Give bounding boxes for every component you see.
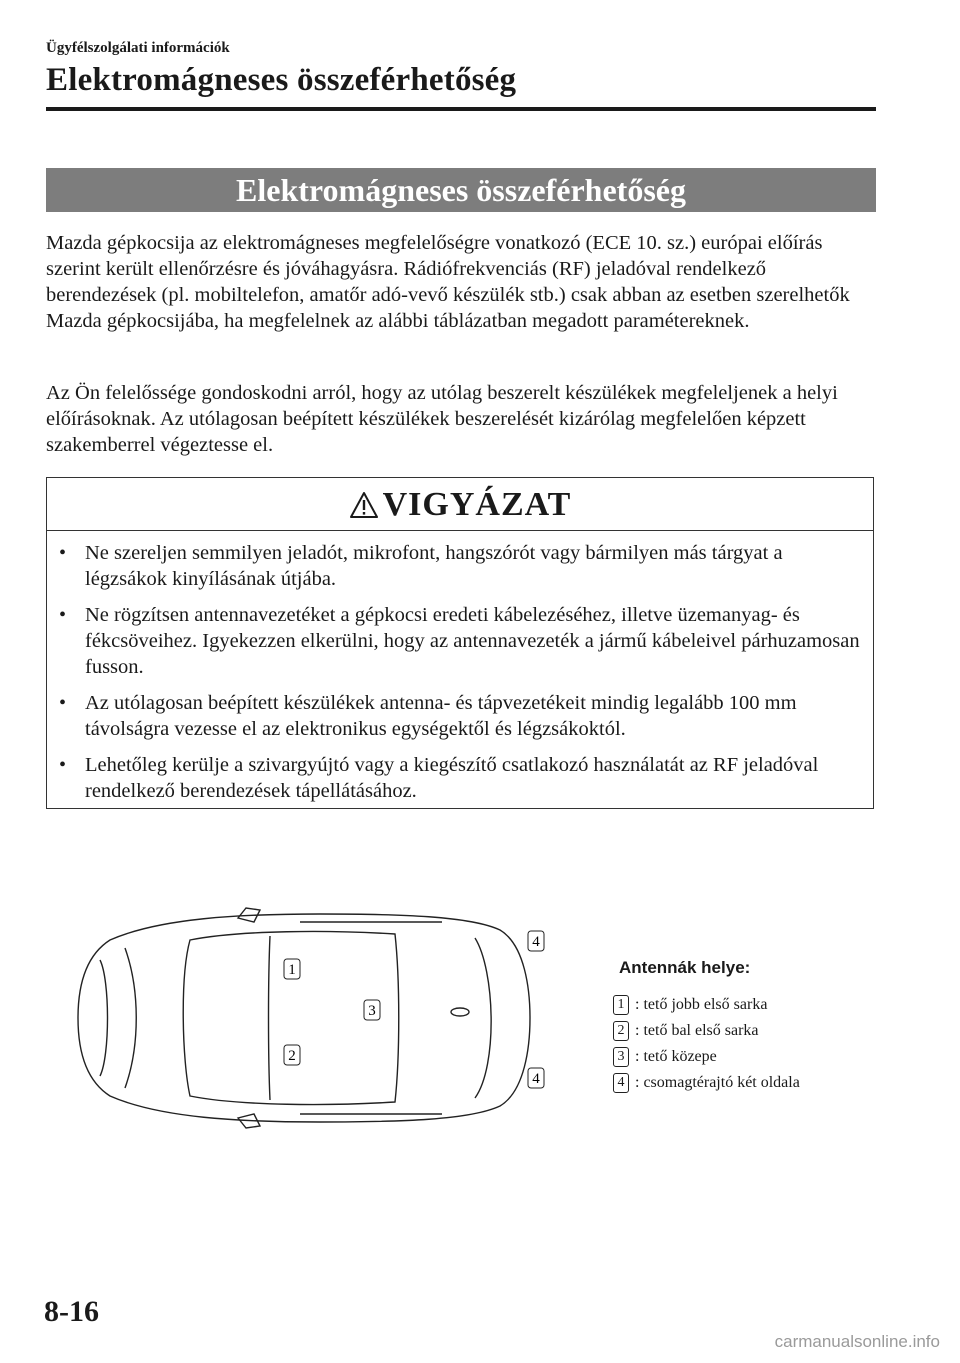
svg-text:4: 4: [532, 1071, 540, 1087]
marker-1: [284, 959, 300, 979]
legend-text: : tető közepe: [635, 1048, 717, 1065]
marker-3: [364, 1000, 380, 1020]
warning-list: [57, 540, 867, 814]
title-divider: [46, 107, 876, 111]
legend-item: [613, 1044, 800, 1070]
legend-number: 4: [613, 1073, 629, 1093]
warning-triangle-icon: [349, 491, 379, 519]
marker-4-bottom: [528, 1068, 544, 1088]
warning-box: [46, 477, 874, 809]
legend-item: [613, 992, 800, 1018]
warning-item: • Lehetőleg kerülje a szivargyújtó vagy a kiegészítő csatlakozó használatát az RF jeladóval rendelkező berendezések tápellátásához.: [59, 754, 819, 802]
car-top-view-diagram: [70, 900, 560, 1145]
legend-item: [613, 1018, 800, 1044]
svg-text:4: 4: [532, 934, 540, 950]
warning-title: VIGYÁZAT: [382, 486, 572, 523]
bullet-icon: •: [59, 542, 67, 564]
legend-text: : tető jobb első sarka: [635, 996, 768, 1013]
warning-item: • Az utólagosan beépített készülékek antenna- és tápvezetékeit mindig legalább 100 mm távolságra vezesse el az elektronikus egységektől és légzsákoktól.: [59, 692, 797, 740]
legend-text: : csomagtérajtó két oldala: [635, 1074, 800, 1091]
legend-item: [613, 1070, 800, 1096]
responsibility-paragraph: Az Ön felelőssége gondoskodni arról, hogy az utólag beszerelt készülékek megfeleljenek a helyi előírásoknak. Az utólagosan beépített készülékek beszerelését kizárólag megfelelően képzett szakemberrel végeztesse el.: [46, 382, 838, 456]
svg-text:3: 3: [368, 1003, 376, 1019]
warning-header: [47, 478, 873, 531]
legend-number: 1: [613, 995, 629, 1015]
section-banner: Elektromágneses összeférhetőség: [46, 168, 876, 212]
legend-number: 3: [613, 1047, 629, 1067]
breadcrumb: Ügyfélszolgálati információk: [46, 40, 230, 56]
svg-text:2: 2: [288, 1048, 296, 1064]
bullet-icon: •: [59, 604, 67, 626]
legend-text: : tető bal első sarka: [635, 1022, 759, 1039]
marker-4-top: [528, 931, 544, 951]
bullet-icon: •: [59, 754, 67, 776]
watermark: carmanualsonline.info: [774, 1332, 940, 1351]
intro-paragraph: Mazda gépkocsija az elektromágneses megfelelőségre vonatkozó (ECE 10. sz.) európai előírás szerint került ellenőrzésre és jóváhagyásra. Rádiófrekvenciás (RF) jeladóval rendelkező berendezések (pl. mobiltelefon, amatőr adó-vevő készülék stb.) csak abban az esetben szerelhetők Mazda gépkocsijába, ha megfelelnek az alábbi táblázatban megadott paramétereknek.: [46, 232, 850, 332]
warning-item: • Ne rögzítsen antennavezetéket a gépkocsi eredeti kábelezéséhez, illetve üzemanyag- és fékcsöveihez. Igyekezzen elkerülni, hogy az antennavezeték a jármű kábeleivel párhuzamosan fusson.: [59, 604, 860, 678]
legend-number: 2: [613, 1021, 629, 1041]
marker-2: [284, 1045, 300, 1065]
bullet-icon: •: [59, 692, 67, 714]
page-number: 8-16: [44, 1295, 99, 1328]
antenna-legend: [613, 958, 800, 1096]
legend-title: Antennák helye:: [619, 958, 751, 977]
svg-text:1: 1: [288, 962, 296, 978]
page-title: Elektromágneses összeférhetőség: [46, 62, 517, 98]
warning-item: • Ne szereljen semmilyen jeladót, mikrofont, hangszórót vagy bármilyen más tárgyat a légzsákok kinyílásának útjába.: [59, 542, 783, 590]
